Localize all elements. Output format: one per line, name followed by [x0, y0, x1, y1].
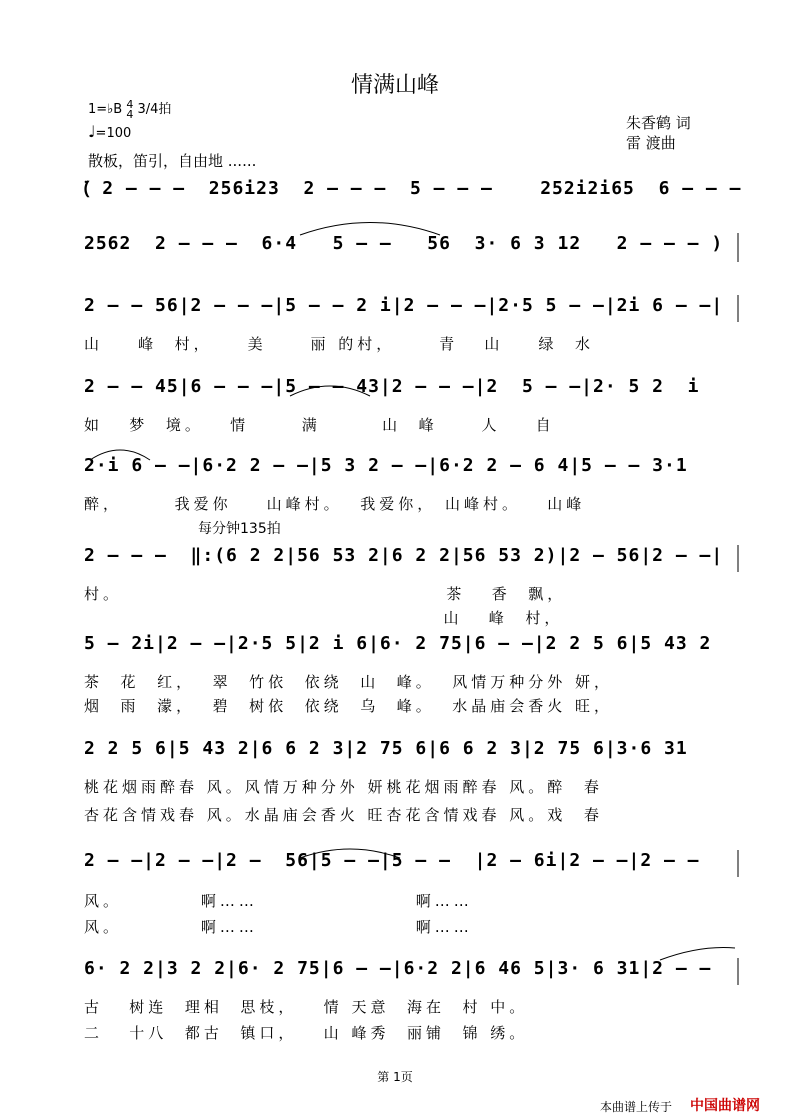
score-line-4 [84, 376, 744, 438]
lyrics-verse-1: 桃花烟雨醉春 风。风情万种分外 妍桃花烟雨醉春 风。醉 春 [84, 778, 603, 796]
time-signature-label: 3/4拍 [137, 102, 172, 117]
song-title: 情满山峰 [350, 73, 439, 98]
lyrics-verse-1: 风。 啊…… 啊…… [84, 892, 473, 910]
key-signature [88, 98, 171, 120]
page-number: 第 1页 [377, 1070, 413, 1084]
upload-note: 本曲谱上传于 [600, 1100, 673, 1114]
key-label: 1=♭B [88, 102, 123, 117]
tempo-marking [88, 122, 131, 141]
notation-line: (ꦁ 2 – – – 256i23 2 – – – 5 – – – 252i2i65 6 – – – [84, 178, 742, 199]
score-line-6 [84, 545, 744, 635]
tempo-value: =100 [95, 126, 132, 141]
score-line-2 [84, 233, 744, 263]
notation-line: 5 – 2i|2 – –|2·5 5|2 i 6|6· 2 75|6 – –|2 2 5 6|5 43 2 [84, 633, 712, 654]
score-line-10 [84, 958, 744, 1048]
score-line-1 [84, 175, 744, 205]
lyrics-verse-2: 杏花含情戏春 风。水晶庙会香火 旺杏花含情戏春 风。戏 春 [84, 806, 603, 824]
score-line-8 [84, 738, 744, 828]
lyrics-verse-1: 山 峰 村， 美 丽 的村， 青 山 绿 水 [84, 335, 595, 353]
site-logo [690, 1095, 760, 1115]
lyrics-verse-1: 如 梦 境。 情 满 山 峰 人 自 [84, 416, 555, 434]
score-line-9 [84, 850, 744, 940]
lyrics-verse-1: 茶 花 红， 翠 竹依 依绕 山 峰。 风情万种分外 妍， [84, 673, 614, 691]
lyrics-verse-2: 烟 雨 濛， 碧 树依 依绕 乌 峰。 水晶庙会香火 旺， [84, 697, 614, 715]
time-fraction: 4 4 [126, 97, 134, 121]
notation-line: 2·i 6 – –|6·2 2 – –|5 3 2 – –|6·2 2 – 6 4|5 – – 3·1 [84, 455, 688, 476]
score-line-7 [84, 633, 744, 723]
tempo-change: 每分钟135拍 [198, 521, 281, 537]
performance-instruction: 散板，笛引，自由地 ...... [88, 152, 257, 170]
lyricist-credit: 朱香鹤 词 [626, 114, 691, 132]
score-line-3 [84, 295, 744, 357]
notation-line: 2 – – 45|6 – – –|5 – – 43|2 – – –|2 5 – –|2· 5 2 i [84, 376, 700, 397]
lyrics-verse-1: 村。 茶 香 飘， [84, 585, 567, 603]
score-line-5 [84, 455, 744, 517]
quarter-note-icon: ♩ [88, 122, 96, 141]
lyrics-verse-2: 风。 啊…… 啊…… [84, 918, 473, 936]
notation-line: 2 2 5 6|5 43 2|6 6 2 3|2 75 6|6 6 2 3|2 75 6|3·6 31 [84, 738, 688, 759]
notation-line: 2562 2 – – – 6·4 5 – – 56 3· 6 3 12 2 – – – ) [84, 233, 724, 254]
lyrics-verse-1: 古 树连 理相 思枝， 情 天意 海在 村 中。 [84, 998, 529, 1016]
lyrics-verse-2: 二 十八 都古 镇口， 山 峰秀 丽铺 锦 绣。 [84, 1024, 529, 1042]
notation-line: 2 – –|2 – –|2 – 56|5 – –|5 – – |2 – 6i|2 – –|2 – – [84, 850, 700, 871]
lyrics-verse-1: 醉， 我爱你 山峰村。 我爱你， 山峰村。 山峰 [84, 495, 586, 513]
notation-line: 2 – – 56|2 – – –|5 – – 2 i|2 – – –|2·5 5 – –|2i 6 – –| [84, 295, 724, 316]
lyrics-verse-2: 山 峰 村， [84, 609, 564, 627]
site-logo-text: 中国曲谱网 [690, 1098, 760, 1114]
notation-line: 6· 2 2|3 2 2|6· 2 75|6 – –|6·2 2|6 46 5|3· 6 31|2 – – [84, 958, 712, 979]
composer-credit: 雷 渡曲 [626, 134, 676, 152]
notation-line: 2 – – – ‖:(6 2 2|56 53 2|6 2 2|56 53 2)|2 – 56|2 – –| [84, 545, 724, 566]
